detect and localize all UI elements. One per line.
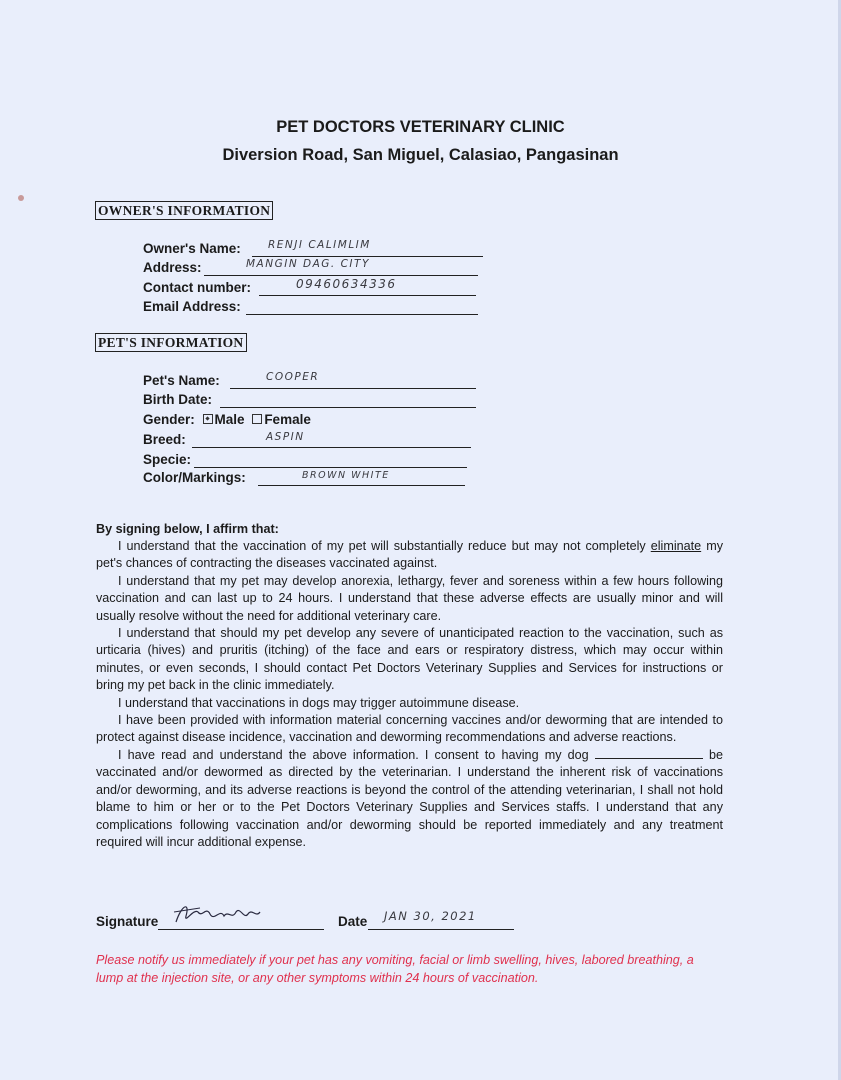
- email-label: Email Address:: [143, 299, 241, 314]
- date-field[interactable]: [368, 929, 514, 930]
- scan-speck: [18, 195, 24, 201]
- birth-label: Birth Date:: [143, 392, 213, 407]
- address-label: Address:: [143, 260, 202, 275]
- p1-text-end: my pet's chances of contracting the diseases vaccinated against.: [96, 539, 723, 571]
- affirmation-body: [96, 538, 723, 851]
- owner-section-title: OWNER'S INFORMATION: [95, 201, 273, 220]
- contact-row: [143, 279, 251, 297]
- email-row: [143, 298, 241, 316]
- breed-row: [143, 431, 186, 449]
- breed-label: Breed:: [143, 432, 186, 447]
- pet-name-label: Pet's Name:: [143, 373, 220, 388]
- p1-underlined: eliminate: [650, 539, 702, 553]
- male-checkbox[interactable]: [203, 414, 213, 424]
- male-label: Male: [214, 412, 245, 427]
- affirmation-paragraph-4: I understand that vaccinations in dogs may trigger autoimmune disease.: [118, 695, 520, 710]
- owner-name-label: Owner's Name:: [143, 241, 241, 256]
- signature-scribble: [170, 898, 270, 930]
- post-vaccination-notice: Please notify us immediately if your pet has any vomiting, facial or limb swelling, hives, labored breathing, a lump at the injection site, or any other symptoms within 24 hours of vaccination.: [96, 953, 694, 985]
- date-value: JAN 30, 2021: [384, 909, 477, 923]
- affirmation-paragraph-1: [96, 538, 723, 573]
- owner-name-field[interactable]: [252, 256, 483, 257]
- affirmation-paragraph-2: I understand that my pet may develop anorexia, lethargy, fever and soreness within a few hours following vaccination and can last up to 24 hours. I understand that these adverse effects are usually minor and will usually resolve without the need for additional veterinary care.: [96, 573, 723, 623]
- contact-field[interactable]: [259, 295, 476, 296]
- owner-name-row: [143, 240, 241, 258]
- female-checkbox[interactable]: [252, 414, 262, 424]
- breed-value: ASPIN: [266, 431, 305, 443]
- contact-label: Contact number:: [143, 280, 251, 295]
- pet-section-title: PET'S INFORMATION: [95, 333, 247, 352]
- address-value: MANGIN DAG. CITY: [246, 258, 370, 270]
- email-field[interactable]: [246, 314, 478, 315]
- affirmation-paragraph-5: I have been provided with information material concerning vaccines and/or deworming that are intended to protect against disease incidence, vaccination and deworming recommendations and adverse reactions.: [96, 713, 723, 745]
- breed-field[interactable]: [192, 447, 471, 448]
- p6-text-end: be vaccinated and/or dewormed as directed by the veterinarian. I understand the inherent risk of vaccinations and/or deworming, and its adverse reactions is beyond the control of the attending veterinarian, I shall not hold blame to him or her or to the Pet Doctors Veterinary Supplies and Services staffs. I understand that any complications following vaccination and/or deworming should be reported immediately and any treatment required will incur additional expense.: [96, 747, 723, 849]
- p1-text: I understand that the vaccination of my pet will substantially reduce but may not completely: [118, 539, 651, 553]
- date-label: Date: [338, 914, 368, 929]
- pet-name-field[interactable]: [230, 388, 476, 389]
- birth-row: [143, 391, 212, 409]
- address-row: [143, 259, 202, 277]
- dog-name-blank[interactable]: [595, 748, 703, 759]
- specie-field[interactable]: [194, 467, 467, 468]
- affirmation-heading: By signing below, I affirm that:: [96, 522, 279, 536]
- color-value: BROWN WHITE: [302, 470, 390, 481]
- gender-row: [143, 411, 311, 429]
- specie-row: [143, 451, 191, 469]
- color-label: Color/Markings:: [143, 470, 246, 485]
- birth-date-field[interactable]: [220, 407, 476, 408]
- contact-value: 09460634336: [296, 277, 397, 291]
- owner-name-value: RENJI CALIMLIM: [268, 239, 371, 251]
- p6-text: I have read and understand the above information. I consent to having my dog: [118, 747, 595, 762]
- specie-label: Specie:: [143, 452, 192, 467]
- pet-name-value: COOPER: [266, 371, 320, 383]
- clinic-address: Diversion Road, San Miguel, Calasiao, Pangasinan: [222, 146, 619, 164]
- color-field[interactable]: [258, 485, 465, 486]
- clinic-name: PET DOCTORS VETERINARY CLINIC: [276, 118, 565, 136]
- affirmation-paragraph-3: I understand that should my pet develop any severe of unanticipated reaction to the vaccination, such as urticaria (hives) and pruritis (itching) of the face and ears or respiratory distress, which may occur within minutes, or even seconds, I should contact Pet Doctors Veterinary Supplies and Services for instructions or bring my pet back in the clinic immediately.: [96, 626, 723, 693]
- signature-label: Signature: [96, 914, 159, 929]
- pet-name-row: [143, 372, 220, 390]
- affirmation-paragraph-6: [96, 747, 723, 851]
- female-label: Female: [264, 412, 311, 427]
- gender-label: Gender:: [143, 412, 195, 427]
- color-row: [143, 469, 246, 487]
- address-field[interactable]: [204, 275, 478, 276]
